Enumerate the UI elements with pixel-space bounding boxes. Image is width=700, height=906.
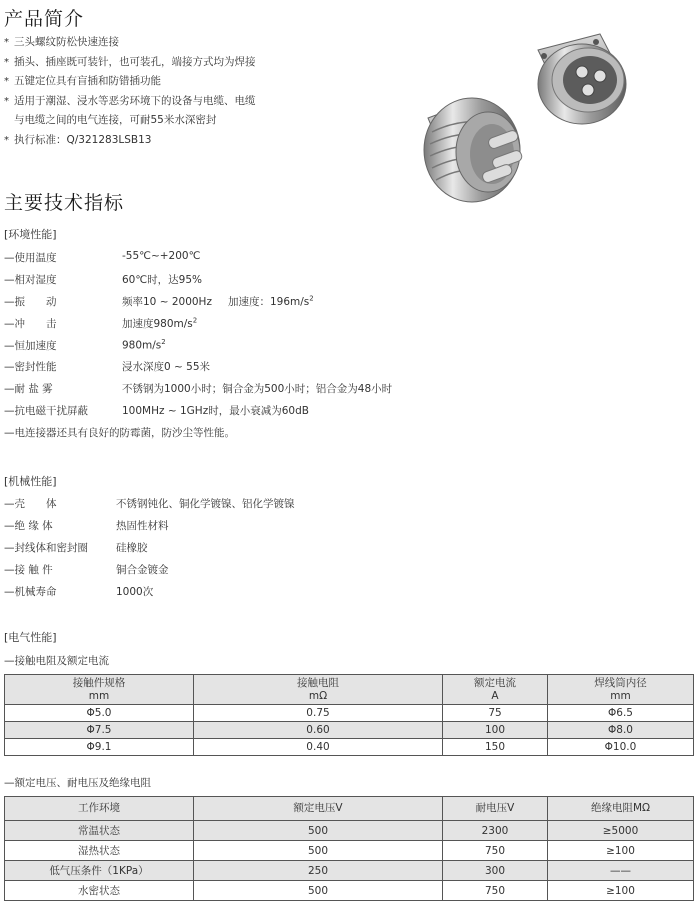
specs-title: 主要技术指标 <box>4 192 125 214</box>
table-cell: 低气压条件（1KPa） <box>5 861 194 881</box>
header-name: 焊线筒内径 <box>594 677 647 689</box>
mech-label: —绝 缘 体 <box>4 520 53 532</box>
table1-title: —接触电阻及额定电流 <box>4 655 109 667</box>
table-cell: 500 <box>194 881 443 901</box>
table-row <box>5 821 694 841</box>
table-cell: 2300 <box>443 821 548 841</box>
mech-label: —机械寿命 <box>4 586 57 598</box>
mech-value: 硅橡胶 <box>116 542 148 554</box>
env-label: —恒加速度 <box>4 340 57 352</box>
env-value-2 <box>228 294 314 309</box>
header-unit: mm <box>610 689 631 702</box>
table-header-cell: 工作环境 <box>5 797 194 821</box>
header-name: 额定电流 <box>474 677 516 689</box>
bullet-star-icon: * <box>4 76 9 87</box>
env-value-text: 加速度：196m/s <box>228 296 310 308</box>
table-cell: 150 <box>443 739 548 756</box>
env-label: —密封性能 <box>4 361 57 373</box>
intro-bullet-continuation: 与电缆之间的电气连接，可耐55米水深密封 <box>14 114 217 126</box>
table-cell: ≥100 <box>548 881 694 901</box>
env-value: 浸水深度0 ~ 55米 <box>122 361 211 373</box>
table-cell: 0.60 <box>194 722 443 739</box>
voltage-insulation-table <box>4 796 694 901</box>
env-label: —相对湿度 <box>4 274 57 286</box>
table-cell: Φ7.5 <box>5 722 194 739</box>
env-note: —电连接器还具有良好的防霉菌，防沙尘等性能。 <box>4 427 235 439</box>
bullet-text: 执行标准：Q/321283LSB13 <box>14 133 152 146</box>
env-value: 不锈钢为1000小时；铜合金为500小时；铝合金为48小时 <box>122 383 393 395</box>
intro-bullet-list <box>4 33 404 150</box>
table-row <box>5 861 694 881</box>
mech-value: 不锈钢钝化、铜化学镀镍、铝化学镀镍 <box>116 498 295 510</box>
header-unit: A <box>491 689 499 702</box>
table-header-cell: 绝缘电阻MΩ <box>548 797 694 821</box>
env-label: —使用温度 <box>4 252 57 264</box>
table-header-row <box>5 675 694 705</box>
table-row <box>5 881 694 901</box>
table-header-cell: 额定电压V <box>194 797 443 821</box>
env-label: —耐 盐 雾 <box>4 383 53 395</box>
table-cell: ≥5000 <box>548 821 694 841</box>
bullet-star-icon: * <box>4 134 9 146</box>
env-value <box>122 338 166 352</box>
table-cell: Φ10.0 <box>548 739 694 756</box>
table-cell: —— <box>548 861 694 881</box>
table-cell: 常温状态 <box>5 821 194 841</box>
intro-bullet <box>4 33 404 53</box>
table-cell: 湿热状态 <box>5 841 194 861</box>
table-header-cell <box>443 675 548 705</box>
env-value-sup: 2 <box>161 338 166 346</box>
intro-bullet <box>4 131 404 151</box>
table-header-row <box>5 797 694 821</box>
table-header-cell <box>548 675 694 705</box>
table-header-cell <box>194 675 443 705</box>
table-cell: Φ6.5 <box>548 705 694 722</box>
env-value-text: 980m/s <box>122 339 162 352</box>
table-cell: 水密状态 <box>5 881 194 901</box>
table-cell: 75 <box>443 705 548 722</box>
table-row <box>5 705 694 722</box>
bullet-star-icon: * <box>4 56 9 68</box>
mech-label: —封线体和密封圈 <box>4 542 88 554</box>
table-row <box>5 722 694 739</box>
bullet-text: 五键定位具有盲插和防错插功能 <box>14 75 161 87</box>
table-row <box>5 841 694 861</box>
env-value: 100MHz ~ 1GHz时，最小衰减为60dB <box>122 405 309 417</box>
mech-label: —接 触 件 <box>4 564 53 576</box>
connector-product-image <box>410 22 640 212</box>
env-heading: [环境性能] <box>4 228 57 241</box>
env-value-sup: 2 <box>192 316 198 325</box>
bullet-star-icon: * <box>4 95 9 107</box>
header-name: 接触电阻 <box>297 677 339 689</box>
intro-title: 产品简介 <box>4 8 85 30</box>
table-cell: Φ5.0 <box>5 705 194 722</box>
env-label: —振 动 <box>4 296 57 308</box>
env-value: -55℃~+200℃ <box>122 250 201 262</box>
mech-heading: [机械性能] <box>4 475 57 488</box>
table-cell: 500 <box>194 841 443 861</box>
intro-bullet <box>4 72 404 92</box>
env-value: 60℃时，达95% <box>122 274 202 286</box>
table-row <box>5 739 694 756</box>
elec-heading: [电气性能] <box>4 631 57 644</box>
env-label: —抗电磁干扰屏蔽 <box>4 405 88 417</box>
env-value <box>122 316 197 331</box>
bullet-text: 三头螺纹防松快速连接 <box>14 36 119 48</box>
bullet-text: 适用于潮湿、浸水等恶劣环境下的设备与电缆、电缆 <box>14 94 256 107</box>
mech-value: 铜合金镀金 <box>116 564 169 576</box>
mech-value: 热固性材料 <box>116 520 169 532</box>
table-cell: 500 <box>194 821 443 841</box>
table-cell: 0.40 <box>194 739 443 756</box>
env-value-text: 加速度980m/s <box>122 318 193 330</box>
table-cell: Φ8.0 <box>548 722 694 739</box>
table-cell: ≥100 <box>548 841 694 861</box>
env-value: 频率10 ~ 2000Hz <box>122 296 212 308</box>
table-cell: 250 <box>194 861 443 881</box>
header-name: 接触件规格 <box>72 677 126 689</box>
bullet-text: 插头、插座既可装针，也可装孔，端接方式均为焊接 <box>14 55 256 68</box>
env-value-sup: 2 <box>309 294 314 303</box>
mech-label: —壳 体 <box>4 498 57 510</box>
table-cell: 750 <box>443 881 548 901</box>
table-cell: 750 <box>443 841 548 861</box>
env-label: —冲 击 <box>4 318 57 330</box>
mech-value: 1000次 <box>116 586 154 598</box>
table-header-cell: 耐电压V <box>443 797 548 821</box>
header-unit: mΩ <box>308 689 328 702</box>
table-cell: Φ9.1 <box>5 739 194 756</box>
table-header-cell <box>5 675 194 705</box>
bullet-star-icon: * <box>4 37 9 48</box>
table-cell: 0.75 <box>194 705 443 722</box>
intro-bullet <box>4 92 404 112</box>
header-unit: mm <box>88 689 110 702</box>
intro-bullet <box>4 53 404 73</box>
table-cell: 300 <box>443 861 548 881</box>
contact-resistance-table <box>4 674 694 756</box>
table2-title: —额定电压、耐电压及绝缘电阻 <box>4 777 151 789</box>
table-cell: 100 <box>443 722 548 739</box>
plug-shape <box>424 98 523 202</box>
receptacle-shape <box>538 34 626 124</box>
